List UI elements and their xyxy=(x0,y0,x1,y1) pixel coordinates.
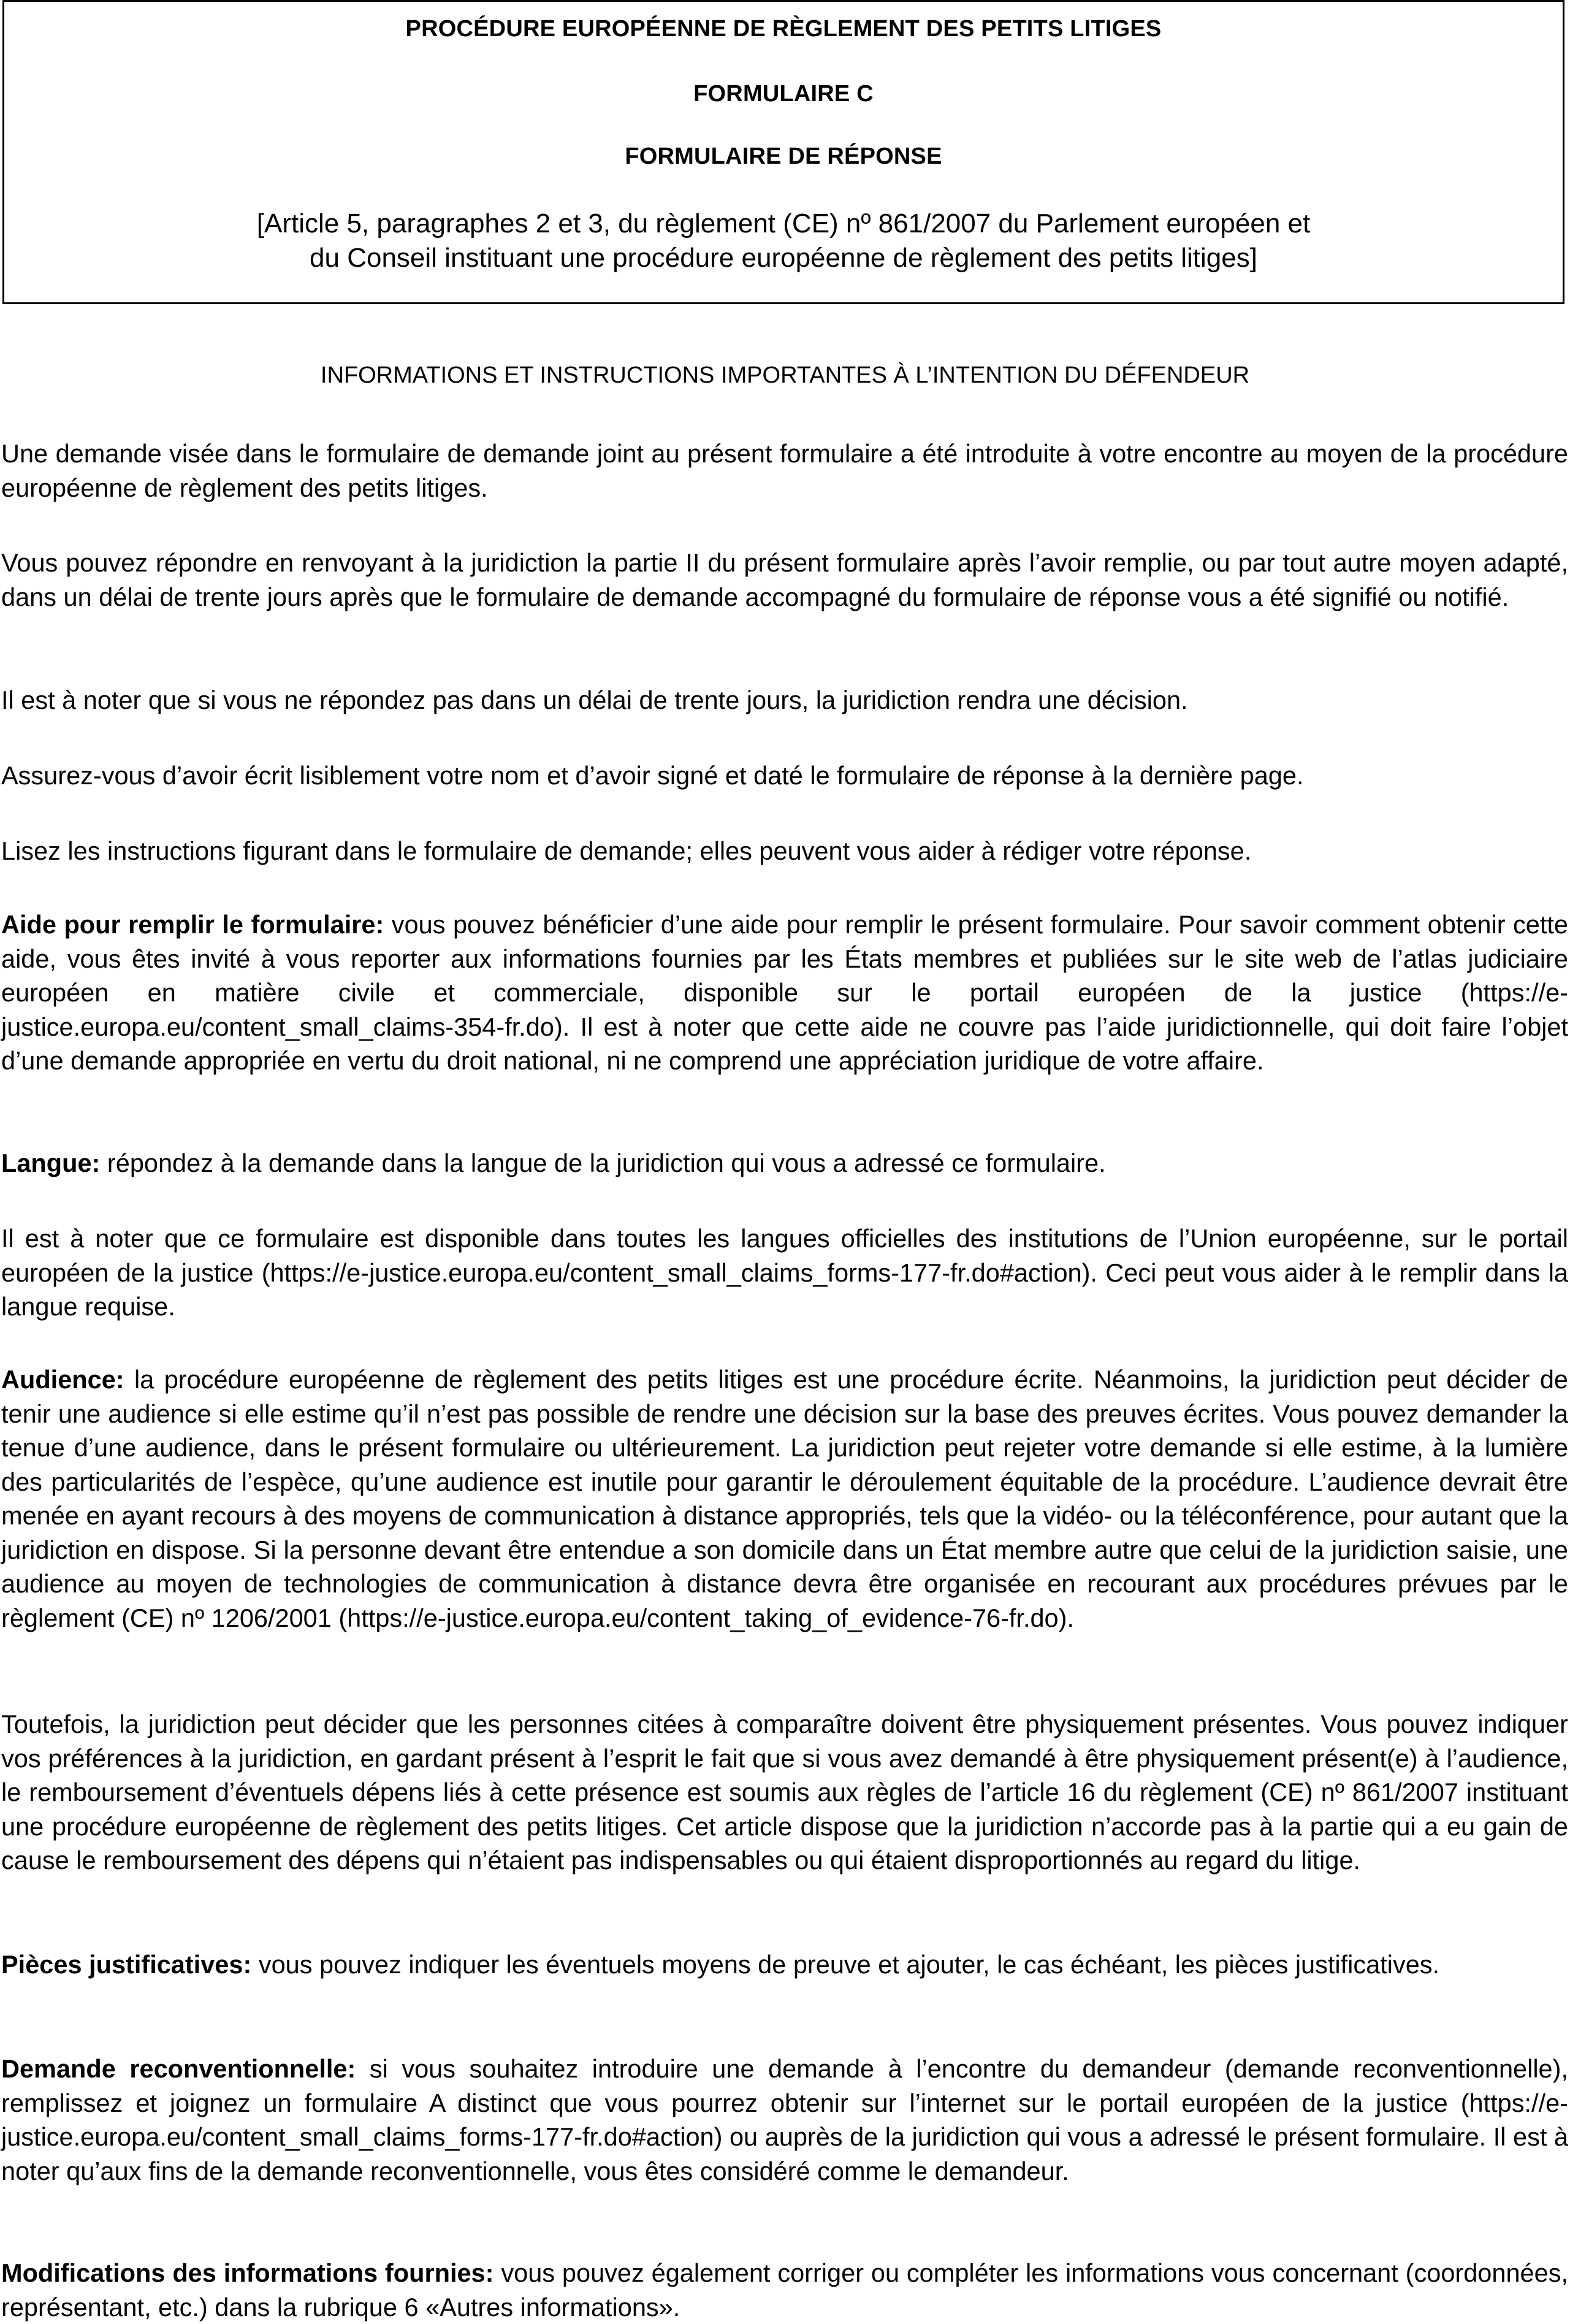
paragraph-heading: Aide pour remplir le formulaire: xyxy=(1,910,384,939)
paragraph-heading: Langue: xyxy=(1,1149,101,1177)
paragraph-text: si vous souhaitez introduire une demande à l’encontre du demandeur (demande reconventionnelle), remplissez et joignez un formulaire A distinct que vous pourrez obtenir sur l’internet sur le portail européen de la justice (https://e-justice.europa.eu/content_small_claims_forms-177-fr.do#action) ou auprès de la juridiction qui vous a adressé le présent formulaire. Il est à noter qu’aux fins de la demande reconventionnelle, vous êtes considéré comme le demandeur. xyxy=(1,2054,1568,2185)
legal-reference-line-2: du Conseil instituant une procédure européenne de règlement des petits litiges] xyxy=(310,243,1257,273)
paragraph-text: Assurez-vous d’avoir écrit lisiblement votre nom et d’avoir signé et daté le formulaire de réponse à la dernière page. xyxy=(1,761,1304,790)
paragraph-information-changes xyxy=(1,2256,1568,2324)
procedure-title: PROCÉDURE EUROPÉENNE DE RÈGLEMENT DES PETITS LITIGES xyxy=(405,16,1162,42)
paragraph-text: répondez à la demande dans la langue de la juridiction qui vous a adressé ce formulaire. xyxy=(100,1149,1106,1177)
paragraph-form-availability xyxy=(1,1221,1568,1324)
paragraph-language xyxy=(1,1146,1568,1180)
form-subtitle: FORMULAIRE DE RÉPONSE xyxy=(625,143,942,169)
instructions-title: INFORMATIONS ET INSTRUCTIONS IMPORTANTES À L’INTENTION DU DÉFENDEUR xyxy=(320,362,1250,388)
paragraph-text: Il est à noter que ce formulaire est disponible dans toutes les langues officielles des institutions de l’Union européenne, sur le portail européen de la justice (https://e-justice.europa.eu/content_small_claims_forms-177-fr.do#action). Ceci peut vous aider à le remplir dans la langue requise. xyxy=(1,1224,1568,1321)
paragraph-claim-introduced xyxy=(1,437,1568,505)
form-header-box xyxy=(2,0,1564,304)
paragraph-hearing xyxy=(1,1363,1568,1635)
paragraph-deadline-note xyxy=(1,683,1568,717)
legal-reference-line-1: [Article 5, paragraphes 2 et 3, du règlement (CE) nº 861/2007 du Parlement européen et xyxy=(256,208,1311,239)
paragraph-supporting-documents xyxy=(1,1947,1568,1982)
paragraph-how-to-respond xyxy=(1,546,1568,614)
paragraph-heading: Demande reconventionnelle: xyxy=(1,2054,356,2083)
paragraph-heading: Pièces justificatives: xyxy=(1,1950,252,1979)
paragraph-help-filling xyxy=(1,908,1568,1078)
paragraph-read-instructions xyxy=(1,834,1568,868)
form-title: FORMULAIRE C xyxy=(693,81,874,107)
paragraph-text: vous pouvez également corriger ou compléter les informations vous concernant (coordonnées, représentant, etc.) dans la rubrique 6 «Autres informations». xyxy=(1,2258,1568,2322)
paragraph-text: Toutefois, la juridiction peut décider que les personnes citées à comparaître doivent être physiquement présentes. Vous pouvez indiquer vos préférences à la juridiction, en gardant présent à l’esprit le fait que si vous avez demandé à être physiquement présent(e) à l’audience, le remboursement d’éventuels dépens liés à cette présence est soumis aux règles de l’article 16 du règlement (CE) nº 861/2007 instituant une procédure européenne de règlement des petits litiges. Cet article dispose que la juridiction n’accorde pas à la partie qui a eu gain de cause le remboursement des dépens qui n’étaient pas indispensables ou qui étaient disproportionnés au regard du litige. xyxy=(1,1710,1568,1875)
paragraph-heading: Modifications des informations fournies: xyxy=(1,2258,494,2287)
paragraph-text: la procédure européenne de règlement des petits litiges est une procédure écrite. Néanmoins, la juridiction peut décider de tenir une audience si elle estime qu’il n’est pas possible de rendre une décision sur la base des preuves écrites. Vous pouvez demander la tenue d’une audience, dans le présent formulaire ou ultérieurement. La juridiction peut rejeter votre demande si elle estime, à la lumière des particularités de l’espèce, qu’une audience est inutile pour garantir le déroulement équitable de la procédure. L’audience devrait être menée en ayant recours à des moyens de communication à distance appropriés, tels que la vidéo- ou la téléconférence, pour autant que la juridiction en dispose. Si la personne devant être entendue a son domicile dans un État membre autre que celui de la juridiction saisie, une audience au moyen de technologies de communication à distance devra être organisée en recourant aux procédures prévues par le règlement (CE) nº 1206/2001 (https://e-justice.europa.eu/content_taking_of_evidence-76-fr.do). xyxy=(1,1365,1568,1632)
paragraph-counterclaim xyxy=(1,2052,1568,2188)
paragraph-physical-presence xyxy=(1,1707,1568,1878)
paragraph-text: vous pouvez bénéficier d’une aide pour remplir le présent formulaire. Pour savoir comment obtenir cette aide, vous êtes invité à vous reporter aux informations fournies par les États membres et publiées sur le site web de l’atlas judiciaire européen en matière civile et commerciale, disponible sur le portail européen de la justice (https://e-justice.europa.eu/content_small_claims-354-fr.do). Il est à noter que cette aide ne couvre pas l’aide juridictionnelle, qui doit faire l’objet d’une demande appropriée en vertu du droit national, ni ne comprend une appréciation juridique de votre affaire. xyxy=(1,910,1569,1075)
paragraph-text: vous pouvez indiquer les éventuels moyens de preuve et ajouter, le cas échéant, les pièces justificatives. xyxy=(251,1950,1440,1979)
paragraph-text: Une demande visée dans le formulaire de demande joint au présent formulaire a été introduite à votre encontre au moyen de la procédure européenne de règlement des petits litiges. xyxy=(1,439,1568,502)
paragraph-heading: Audience: xyxy=(1,1365,124,1394)
paragraph-sign-and-date xyxy=(1,759,1568,793)
paragraph-text: Il est à noter que si vous ne répondez pas dans un délai de trente jours, la juridiction rendra une décision. xyxy=(1,686,1188,714)
paragraph-text: Vous pouvez répondre en renvoyant à la juridiction la partie II du présent formulaire après l’avoir remplie, ou par tout autre moyen adapté, dans un délai de trente jours après que le formulaire de demande accompagné du formulaire de réponse vous a été signifié ou notifié. xyxy=(1,548,1568,611)
paragraph-text: Lisez les instructions figurant dans le formulaire de demande; elles peuvent vous aider à rédiger votre réponse. xyxy=(1,836,1252,865)
